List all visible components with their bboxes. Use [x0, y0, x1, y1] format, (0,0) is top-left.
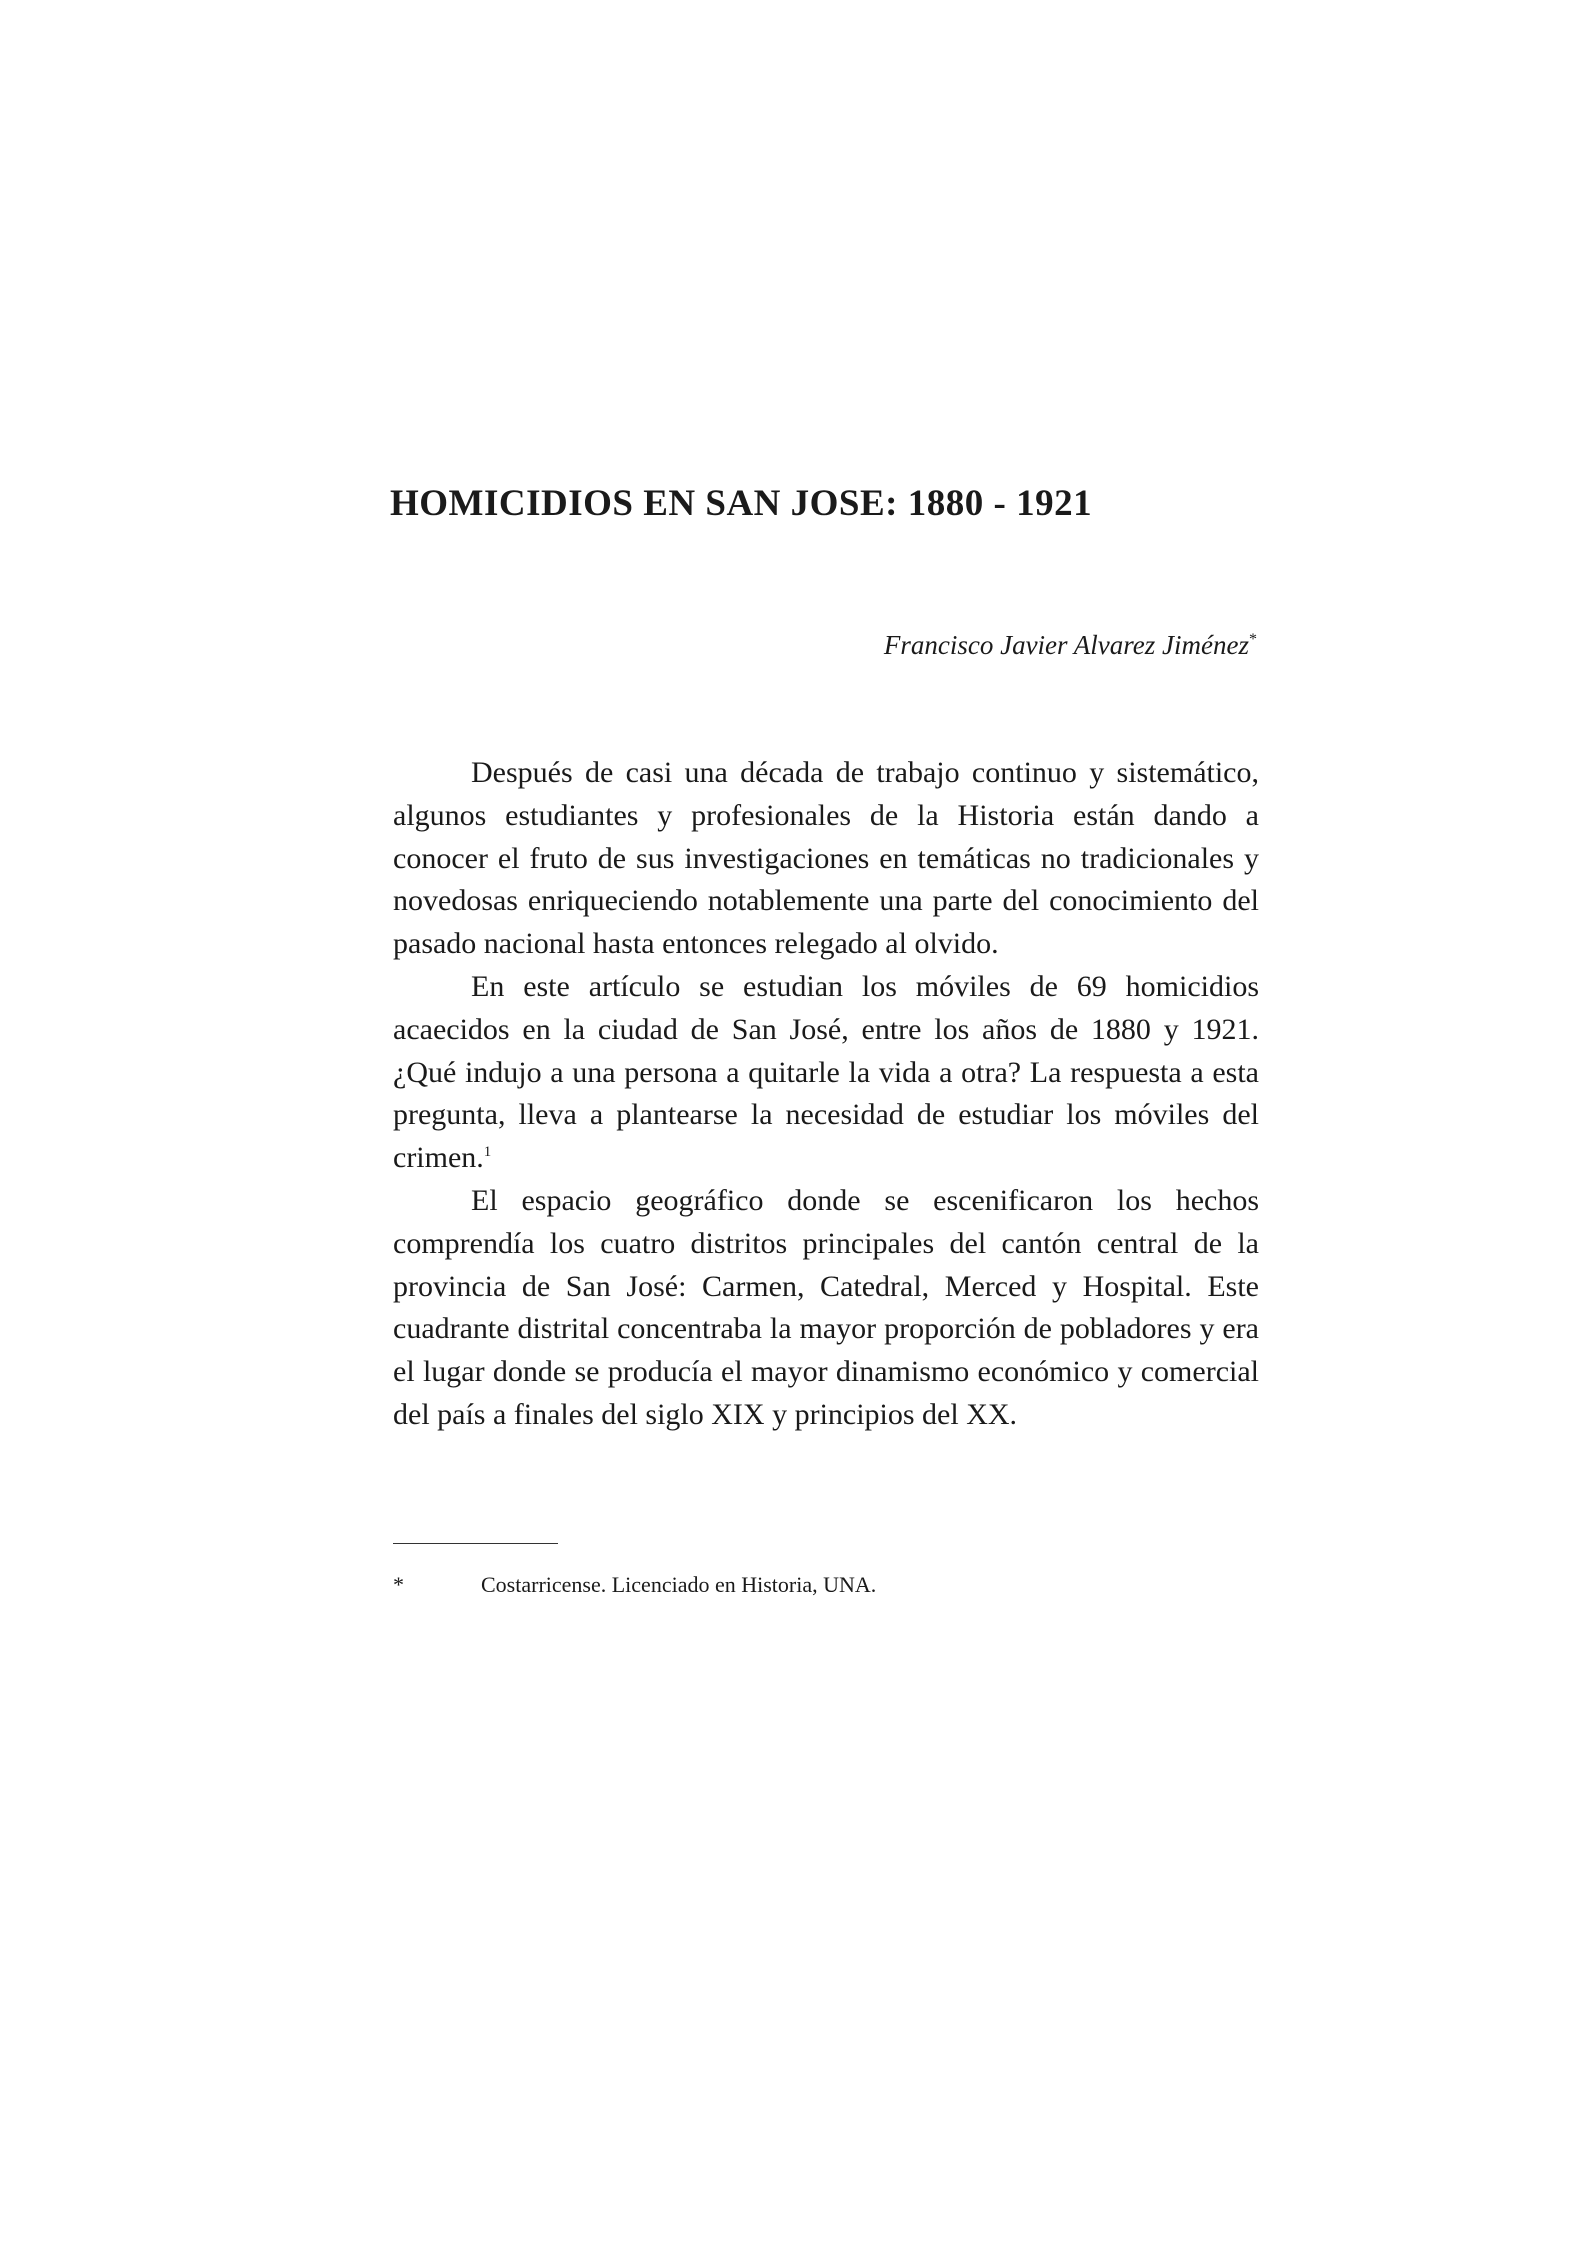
author-line — [884, 630, 1257, 661]
paragraph — [393, 966, 1259, 1180]
author-footnote-marker: * — [1249, 631, 1257, 648]
paragraph-text: El espacio geográfico donde se escenificaron los hechos comprendía los cuatro distritos principales del cantón central de la provincia de San José: Carmen, Catedral, Merced y Hospital. Este cuadrante distrital concentraba la mayor proporción de pobladores y era el lugar donde se producía el mayor dinamismo económico y comercial del país a finales del siglo XIX y principios del XX. — [393, 1183, 1259, 1431]
paragraph — [393, 752, 1259, 966]
paragraph-text: Después de casi una década de trabajo continuo y sistemático, algunos estudiantes y profesionales de la Historia están dando a conocer el fruto de sus investigaciones en temáticas no tradicionales y novedosas enriqueciendo notablemente una parte del conocimiento del pasado nacional hasta entonces relegado al olvido. — [393, 756, 1259, 961]
article-title: HOMICIDIOS EN SAN JOSE: 1880 - 1921 — [390, 483, 1093, 524]
footnote-reference: 1 — [483, 1144, 492, 1161]
article-body — [393, 752, 1259, 1437]
footnote-divider — [393, 1543, 558, 1544]
footnote-marker: * — [393, 1572, 404, 1597]
footnote-text: Costarricense. Licenciado en Historia, UNA. — [481, 1572, 877, 1597]
author-name: Francisco Javier Alvarez Jiménez — [883, 630, 1249, 660]
footnote — [393, 1570, 1259, 1600]
paragraph-text: En este artículo se estudian los móviles de 69 homicidios acaecidos en la ciudad de San José, entre los años de 1880 y 1921. ¿Qué indujo a una persona a quitarle la vida a otra? La respuesta a esta pregunta, lleva a plantearse la necesidad de estudiar los móviles del crimen. — [393, 969, 1259, 1175]
paragraph — [393, 1180, 1259, 1437]
